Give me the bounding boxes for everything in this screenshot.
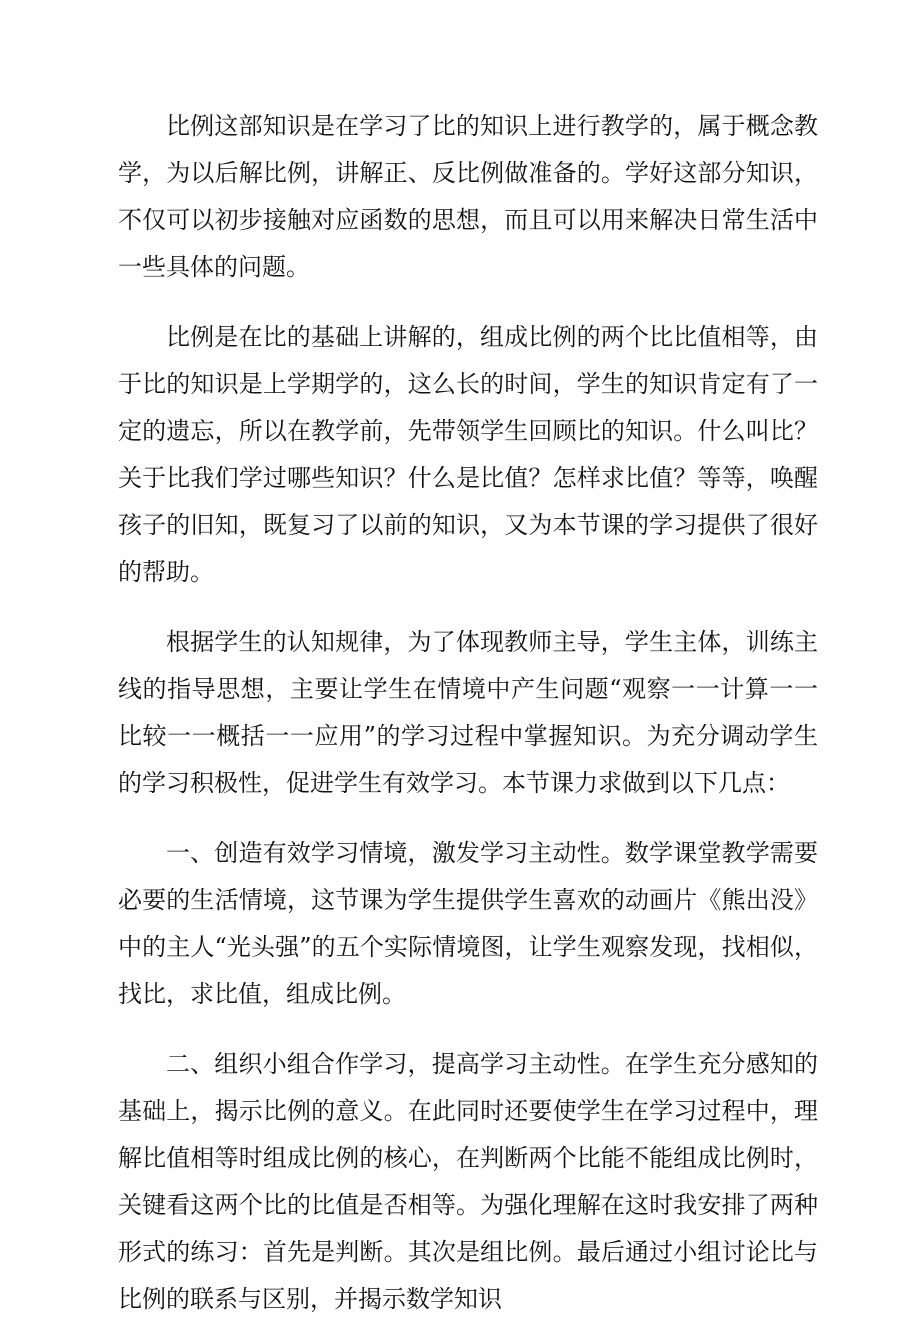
paragraph-1: 比例这部知识是在学习了比的知识上进行教学的，属于概念教学，为以后解比例，讲解正、反比例做准备的。学好这部分知识，不仅可以初步接触对应函数的思想，而且可以用来解决日常生活中一些具体的问题。 bbox=[118, 112, 818, 281]
paragraph-3: 根据学生的认知规律，为了体现教师主导，学生主体，训练主线的指导思想，主要让学生在情境中产生问题“观察一一计算一一比较一一概括一一应用”的学习过程中掌握知识。为充分调动学生的学习积极性，促进学生有效学习。本节课力求做到以下几点： bbox=[118, 628, 818, 797]
paragraph-2: 比例是在比的基础上讲解的，组成比例的两个比比值相等，由于比的知识是上学期学的，这么长的时间，学生的知识肯定有了一定的遗忘，所以在教学前，先带领学生回顾比的知识。什么叫比？关于比我们学过哪些知识？什么是比值？怎样求比值？等等，唤醒孩子的旧知，既复习了以前的知识，又为本节课的学习提供了很好的帮助。 bbox=[118, 323, 818, 586]
document-body bbox=[118, 103, 818, 1323]
paragraph-4: 一、创造有效学习情境，激发学习主动性。数学课堂教学需要必要的生活情境，这节课为学生提供学生喜欢的动画片《熊出没》中的主人“光头强”的五个实际情境图，让学生观察发现，找相似，找比，求比值，组成比例。 bbox=[118, 839, 818, 1008]
paragraph-5: 二、组织小组合作学习，提高学习主动性。在学生充分感知的基础上，揭示比例的意义。在此同时还要使学生在学习过程中，理解比值相等时组成比例的核心，在判断两个比能不能组成比例时，关键看这两个比的比值是否相等。为强化理解在这时我安排了两种形式的练习：首先是判断。其次是组比例。最后通过小组讨论比与比例的联系与区别，并揭示数学知识 bbox=[118, 1050, 818, 1313]
